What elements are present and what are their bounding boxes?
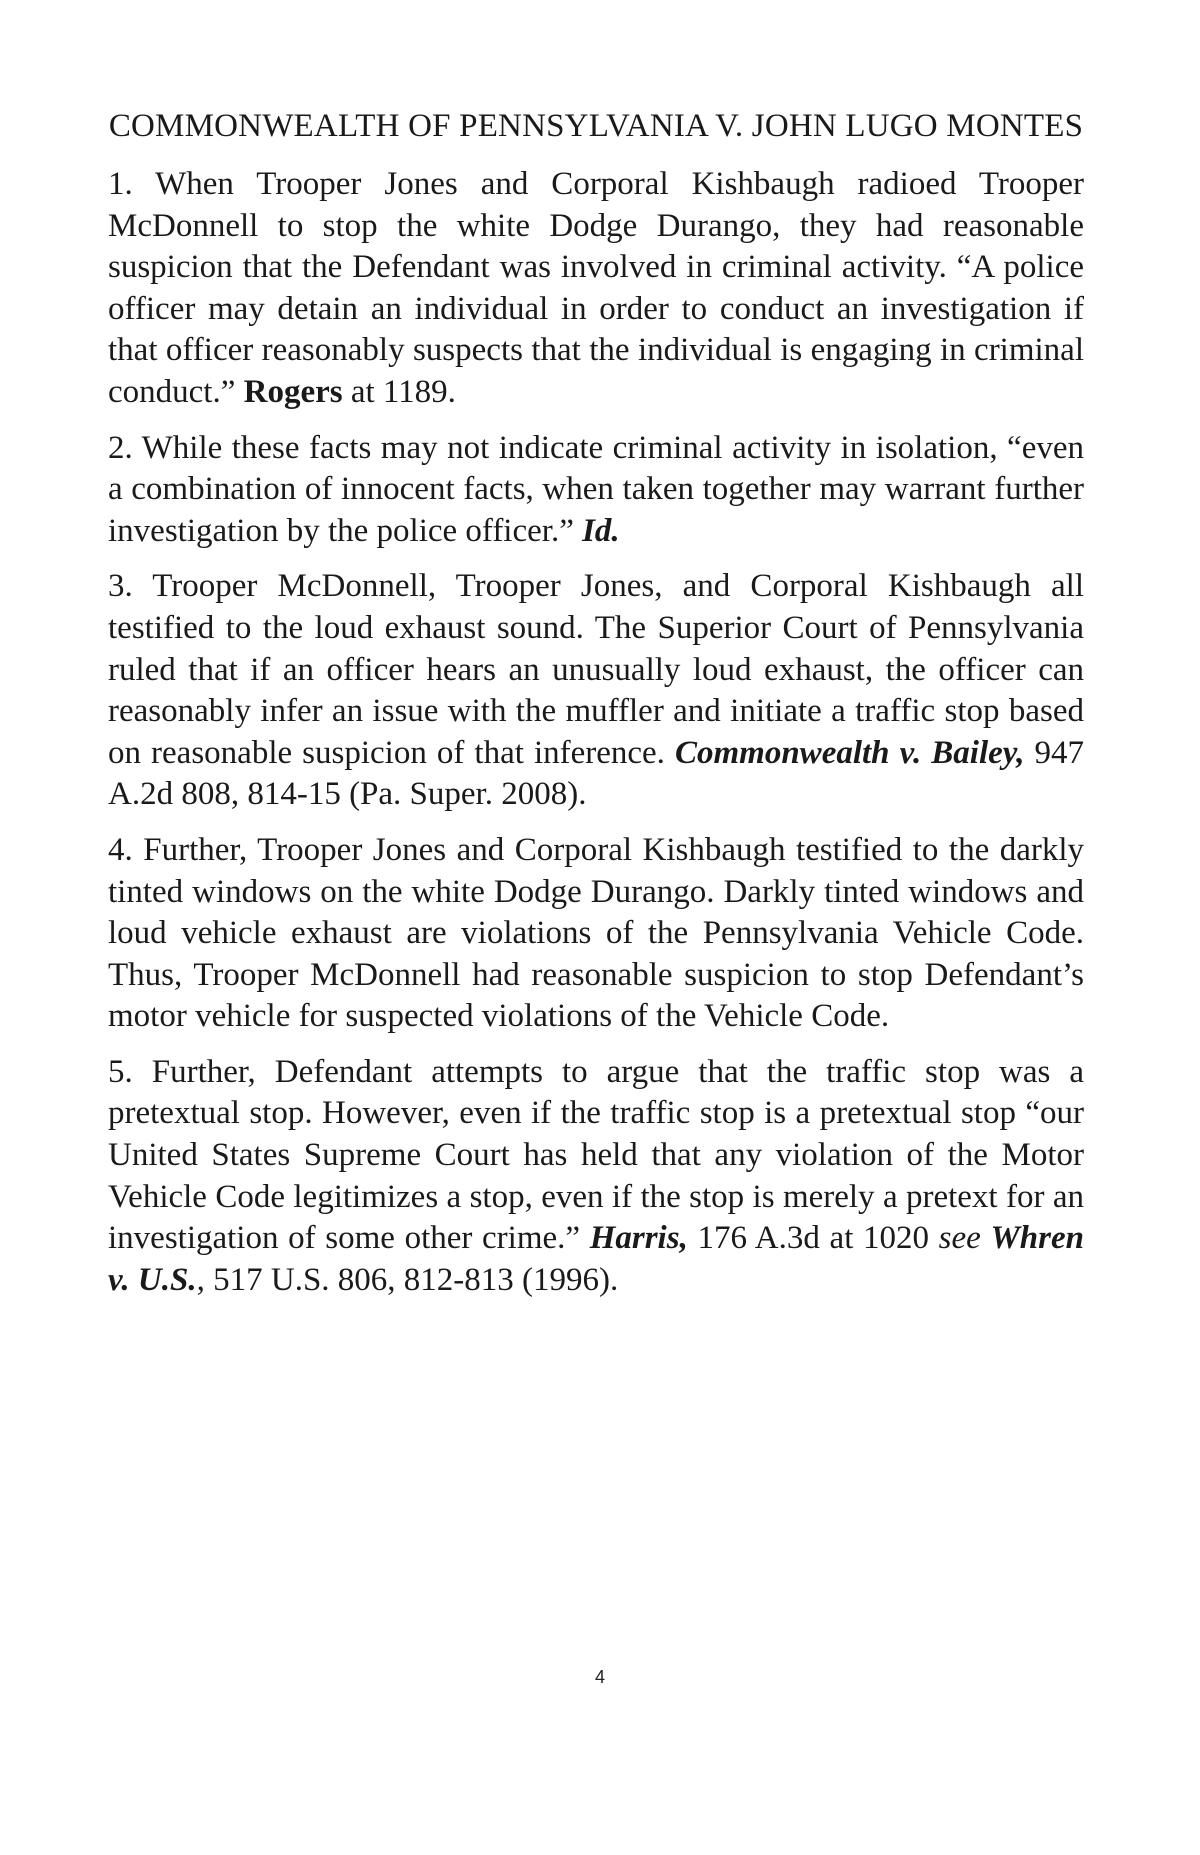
citation-whren: Whren v. U.S. xyxy=(108,1220,1085,1298)
document-title: COMMONWEALTH OF PENNSYLVANIA V. JOHN LUGO MONTES xyxy=(108,108,1084,144)
paragraph-1-text: 1. When Trooper Jones and Corporal Kishbaugh radioed Trooper McDonnell to stop the white Dodge Durango, they had reasonable suspicion that the Defendant was involved in criminal activity. “A police officer may detain an individual in order to conduct an investigation if that officer reasonably suspects that the individual is engaging in criminal conduct.” xyxy=(108,166,1084,410)
paragraph-3-tail: 947 A.2d 808, 814-15 (Pa. Super. 2008). xyxy=(108,734,1085,813)
paragraph-4-text: 4. Further, Trooper Jones and Corporal Kishbaugh testified to the darkly tinted windows on the white Dodge Durango. Darkly tinted windows and loud vehicle exhaust are violations of the Pennsylvania Vehicle Code. Thus, Trooper McDonnell had reasonable suspicion to stop Defendant’s motor vehicle for suspected violations of the Vehicle Code. xyxy=(108,831,1084,1035)
citation-id: Id. xyxy=(582,512,620,549)
paragraph-5-tail: , 517 U.S. 806, 812-813 (1996). xyxy=(196,1261,619,1298)
paragraph-1-tail: at 1189. xyxy=(342,373,456,410)
paragraph-5 xyxy=(108,1052,1084,1302)
paragraph-3-text: 3. Trooper McDonnell, Trooper Jones, and Corporal Kishbaugh all testified to the loud exhaust sound. The Superior Court of Pennsylvania ruled that if an officer hears an unusually loud exhaust, the officer can reasonably infer an issue with the muffler and initiate a traffic stop based on reasonable suspicion of that inference. xyxy=(108,568,1084,771)
paragraph-1 xyxy=(108,164,1084,414)
paragraph-2-text: 2. While these facts may not indicate criminal activity in isolation, “even a combination of innocent facts, when taken together may warrant further investigation by the police officer.” xyxy=(108,429,1084,549)
paragraph-5-mid: 176 A.3d at 1020 xyxy=(687,1220,939,1257)
document-page xyxy=(108,105,1084,1315)
paragraph-5-text: 5. Further, Defendant attempts to argue that the traffic stop was a pretextual stop. However, even if the traffic stop is a pretextual stop “our United States Supreme Court has held that any violation of the Motor Vehicle Code legitimizes a stop, even if the stop is merely a pretext for an investigation of some other crime.” xyxy=(108,1053,1084,1257)
citation-harris: Harris, xyxy=(589,1220,688,1257)
signal-see: see xyxy=(938,1220,981,1257)
paragraph-2 xyxy=(108,428,1084,553)
citation-bailey: Commonwealth v. Bailey, xyxy=(674,734,1025,771)
paragraph-4 xyxy=(108,830,1084,1038)
page-number: 4 xyxy=(594,1667,605,1687)
citation-rogers: Rogers xyxy=(243,373,343,410)
paragraph-3 xyxy=(108,566,1084,816)
